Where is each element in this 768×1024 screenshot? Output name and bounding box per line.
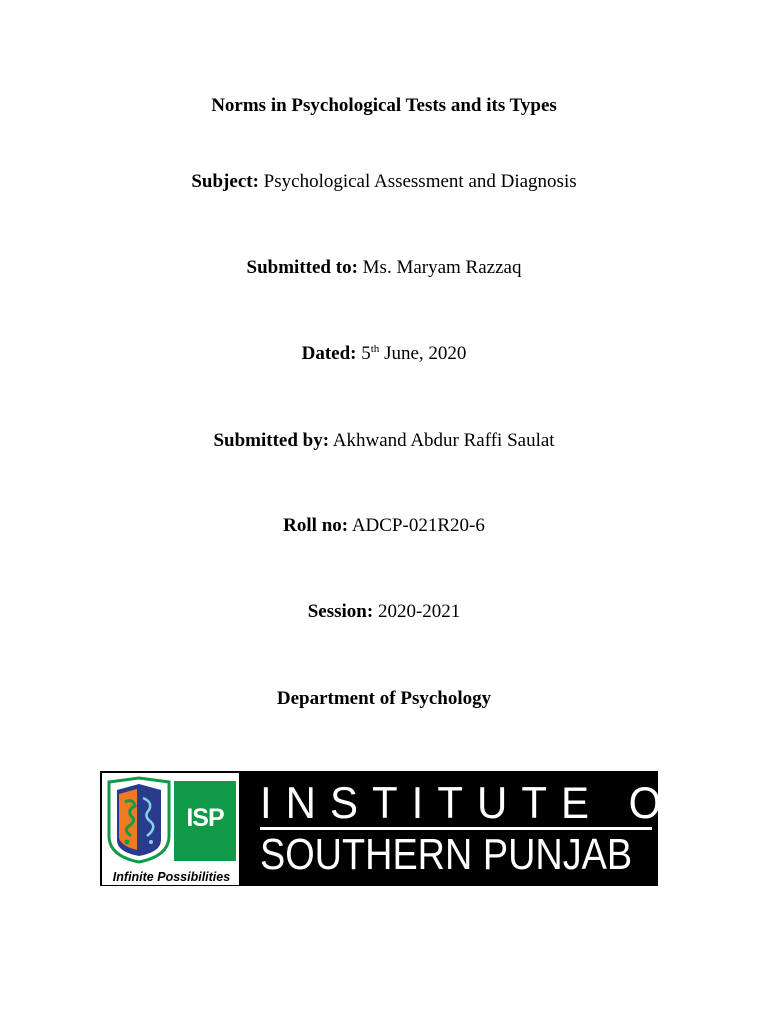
subject-label: Subject: <box>191 171 259 192</box>
submitted-to-line <box>0 256 768 280</box>
emblem-icon <box>105 776 173 864</box>
dated-day-suffix: th <box>370 343 380 355</box>
department-name: Department of Psychology <box>276 688 492 709</box>
logo-emblem-panel <box>102 773 239 885</box>
submitted-by-line <box>0 429 768 453</box>
dated-day: 5 <box>361 343 371 364</box>
roll-no-line <box>0 514 768 538</box>
institute-name-line1: INSTITUTE OF <box>260 777 715 828</box>
submitted-by-label: Submitted by: <box>213 430 330 451</box>
isp-badge <box>174 781 236 861</box>
subject-line <box>0 170 768 194</box>
session-line <box>0 600 768 624</box>
session-label: Session: <box>307 601 374 622</box>
submitted-by-value: Akhwand Abdur Raffi Saulat <box>332 430 555 451</box>
roll-no-value: ADCP-021R20-6 <box>351 515 485 536</box>
dated-rest: June, 2020 <box>384 343 467 364</box>
dated-line <box>0 342 768 366</box>
institute-logo-banner <box>100 771 715 886</box>
isp-badge-text: ISP <box>186 804 224 832</box>
document-title: Norms in Psychological Tests and its Types <box>211 95 557 116</box>
roll-no-label: Roll no: <box>283 515 349 536</box>
session-value: 2020-2021 <box>377 601 461 622</box>
submitted-to-label: Submitted to: <box>246 257 358 278</box>
institute-name-line2: SOUTHERN PUNJAB <box>260 830 633 879</box>
dated-label: Dated: <box>301 343 357 364</box>
subject-value: Psychological Assessment and Diagnosis <box>263 171 577 192</box>
submitted-to-value: Ms. Maryam Razzaq <box>362 257 522 278</box>
logo-tagline: Infinite Possibilities <box>112 870 231 884</box>
